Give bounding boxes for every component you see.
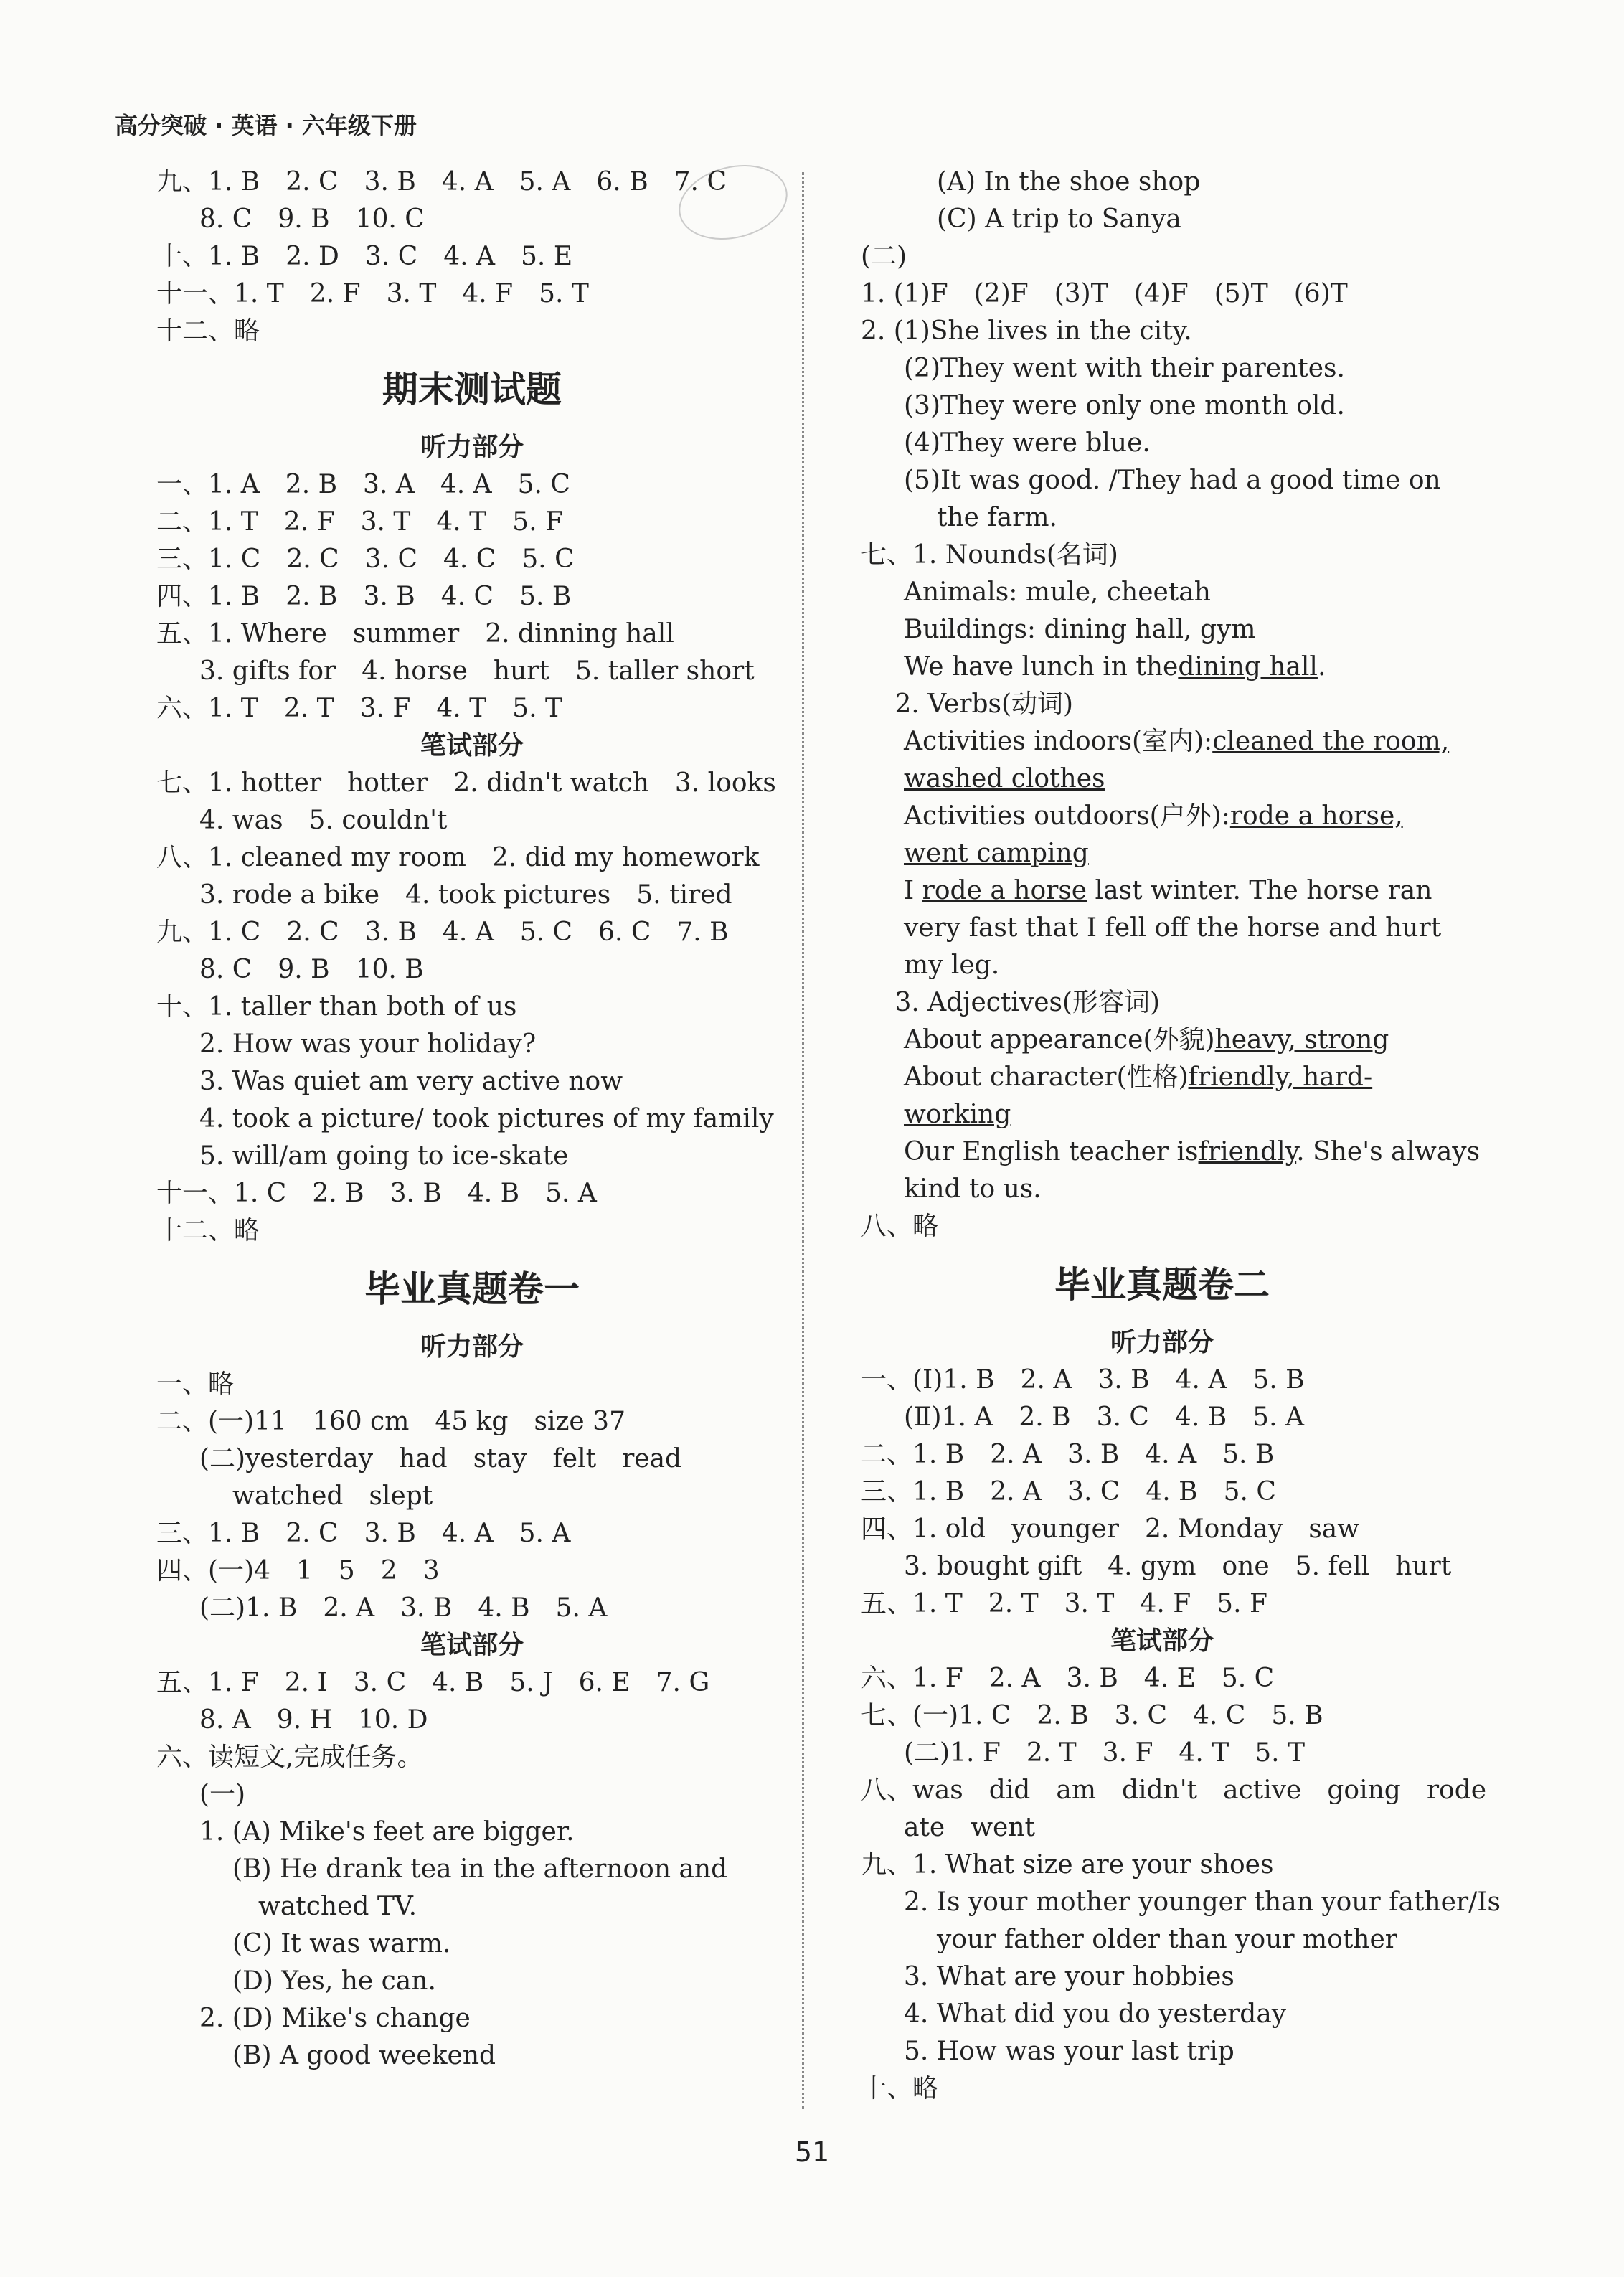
answer-line: the farm. <box>937 503 1057 532</box>
underlined-answer: friendly, hard- <box>1188 1062 1373 1092</box>
answer-line: 六、1. T 2. T 3. F 4. T 5. T <box>156 694 562 723</box>
answer-text: Our English teacher is <box>904 1137 1199 1166</box>
answer-line: 3. Was quiet am very active now <box>199 1067 623 1096</box>
section-subtitle: 笔试部分 <box>420 1631 524 1660</box>
answer-text: Activities outdoors(户外): <box>904 801 1230 831</box>
answer-line: watched TV. <box>232 1892 417 1921</box>
answer-line: 九、1. What size are your shoes <box>861 1850 1274 1880</box>
answer-text: About character(性格) <box>904 1062 1189 1092</box>
answer-line: 四、1. old younger 2. Monday saw <box>861 1514 1360 1544</box>
underlined-answer: heavy, strong <box>1214 1025 1389 1055</box>
underlined-answer: working <box>904 1100 1011 1129</box>
answer-line: 4. was 5. couldn't <box>199 806 448 835</box>
answer-line: 3. bought gift 4. gym one 5. fell hurt <box>904 1552 1452 1581</box>
answer-line: 十、1. taller than both of us <box>156 992 517 1022</box>
page-header: 高分突破 · 英语 · 六年级下册 <box>115 112 417 139</box>
section-title: 毕业真题卷一 <box>364 1268 580 1310</box>
answer-line <box>861 1022 1463 1059</box>
answer-line: 4. took a picture/ took pictures of my family <box>199 1104 774 1133</box>
underlined-answer: cleaned the room, <box>1212 727 1450 756</box>
answer-line: 3. rode a bike 4. took pictures 5. tired <box>199 880 732 910</box>
answer-line: (二)yesterday had stay felt read <box>199 1444 682 1474</box>
answer-line: (二)1. F 2. T 3. F 4. T 5. T <box>904 1738 1306 1768</box>
answer-line: 三、1. B 2. C 3. B 4. A 5. A <box>156 1519 571 1548</box>
underlined-answer: rode a horse <box>922 876 1087 905</box>
answer-line: (二)1. B 2. A 3. B 4. B 5. A <box>199 1593 608 1623</box>
answer-line: 二、1. T 2. F 3. T 4. T 5. F <box>156 507 563 537</box>
section-subtitle: 听力部分 <box>1110 1328 1214 1357</box>
answer-line <box>861 1096 1463 1133</box>
answer-line <box>861 835 1463 872</box>
section-subtitle: 笔试部分 <box>1110 1626 1214 1656</box>
answer-line: (二) <box>861 242 907 271</box>
answer-line: 八、略 <box>861 1212 939 1241</box>
section-title: 毕业真题卷二 <box>1054 1264 1270 1306</box>
answer-line: 8. A 9. H 10. D <box>199 1705 428 1735</box>
underlined-answer: friendly <box>1198 1137 1297 1166</box>
answer-line: your father older than your mother <box>937 1925 1398 1954</box>
answer-text-after: . <box>1317 652 1326 682</box>
answer-line: 二、(一)11 160 cm 45 kg size 37 <box>156 1407 625 1436</box>
answer-text: About appearance(外貌) <box>904 1025 1215 1055</box>
answer-line: (B) A good weekend <box>232 2041 496 2070</box>
answer-line: 8. C 9. B 10. C <box>199 204 425 234</box>
answer-line: (A) In the shoe shop <box>937 167 1201 197</box>
answer-text: I <box>904 876 922 905</box>
answer-line <box>861 1133 1481 1171</box>
section-title: 期末测试题 <box>382 369 562 410</box>
answer-line <box>861 798 1463 835</box>
answer-line: 十、1. B 2. D 3. C 4. A 5. E <box>156 242 573 271</box>
answer-line: 2. How was your holiday? <box>199 1029 537 1059</box>
answer-line: (5)It was good. /They had a good time on <box>904 466 1441 495</box>
answer-line: 五、1. Where summer 2. dinning hall <box>156 619 674 649</box>
answer-text-after: last winter. The horse ran <box>1087 876 1432 905</box>
answer-line: 五、1. F 2. I 3. C 4. B 5. J 6. E 7. G <box>156 1668 710 1697</box>
section-subtitle: 听力部分 <box>420 433 524 462</box>
answer-line: 六、读短文,完成任务。 <box>156 1743 423 1772</box>
answer-line: 十一、1. C 2. B 3. B 4. B 5. A <box>156 1179 597 1208</box>
answer-line: 十二、略 <box>156 1216 260 1245</box>
answer-text: Activities indoors(室内): <box>904 727 1213 756</box>
answer-line: 三、1. C 2. C 3. C 4. C 5. C <box>156 544 575 574</box>
right-column <box>861 164 1501 2108</box>
answer-line: 2. (D) Mike's change <box>199 2004 471 2033</box>
answer-line: 七、1. hotter hotter 2. didn't watch 3. looks <box>156 768 776 798</box>
answer-line: watched slept <box>232 1481 433 1511</box>
answer-text: We have lunch in the <box>904 652 1179 682</box>
answer-line: 1. (A) Mike's feet are bigger. <box>199 1817 575 1847</box>
answer-line: 三、1. B 2. A 3. C 4. B 5. C <box>861 1477 1276 1507</box>
answer-line: 五、1. T 2. T 3. T 4. F 5. F <box>861 1589 1267 1618</box>
answer-line: 5. will/am going to ice-skate <box>199 1141 569 1171</box>
underlined-answer: rode a horse, <box>1229 801 1403 831</box>
answer-line: kind to us. <box>904 1174 1042 1204</box>
answer-line: (B) He drank tea in the afternoon and <box>232 1854 728 1884</box>
answer-line: very fast that I fell off the horse and hurt <box>904 913 1442 943</box>
answer-line <box>861 649 1463 686</box>
answer-line: (C) It was warm. <box>232 1929 451 1958</box>
answer-line <box>861 872 1463 910</box>
column-divider <box>802 172 804 2109</box>
answer-line: 十二、略 <box>156 316 260 346</box>
page-number: 51 <box>794 2136 830 2168</box>
underlined-answer: went camping <box>904 839 1089 868</box>
answer-line: 3. What are your hobbies <box>904 1962 1234 1991</box>
answer-line: 3. Adjectives(形容词) <box>861 988 1161 1017</box>
answer-line: 8. C 9. B 10. B <box>199 955 424 984</box>
answer-line <box>861 723 1463 760</box>
answer-text-after: . She's always <box>1296 1137 1481 1166</box>
answer-line: 七、(一)1. C 2. B 3. C 4. C 5. B <box>861 1701 1323 1730</box>
left-column <box>156 164 788 2075</box>
answer-line: 4. What did you do yesterday <box>904 1999 1287 2029</box>
answer-line: (4)They were blue. <box>904 428 1151 458</box>
answer-line: (一) <box>199 1780 246 1809</box>
answer-line: 3. gifts for 4. horse hurt 5. taller short <box>199 656 755 686</box>
answer-line: my leg. <box>904 951 1000 980</box>
answer-line: 十、略 <box>861 2074 939 2103</box>
section-subtitle: 笔试部分 <box>420 731 524 760</box>
answer-line: 四、(一)4 1 5 2 3 <box>156 1556 440 1585</box>
answer-line <box>861 1059 1463 1096</box>
answer-line: 九、1. C 2. C 3. B 4. A 5. C 6. C 7. B <box>156 918 729 947</box>
answer-line: 八、1. cleaned my room 2. did my homework <box>156 843 760 872</box>
answer-line: 九、1. B 2. C 3. B 4. A 5. A 6. B 7. C <box>156 167 727 197</box>
answer-line: (C) A trip to Sanya <box>937 204 1181 234</box>
answer-line: Animals: mule, cheetah <box>904 578 1211 607</box>
answer-line <box>861 760 1463 798</box>
underlined-answer: washed clothes <box>904 764 1105 793</box>
answer-line: 5. How was your last trip <box>904 2037 1234 2066</box>
answer-line: ate went <box>904 1813 1036 1842</box>
answer-line: 一、1. A 2. B 3. A 4. A 5. C <box>156 470 570 499</box>
answer-line: (3)They were only one month old. <box>904 391 1345 420</box>
answer-line: 2. Verbs(动词) <box>861 689 1074 719</box>
answer-line: 十一、1. T 2. F 3. T 4. F 5. T <box>156 279 589 308</box>
answer-line: 七、1. Nounds(名词) <box>861 540 1118 570</box>
answer-line: (Ⅱ)1. A 2. B 3. C 4. B 5. A <box>904 1402 1304 1432</box>
underlined-answer: dining hall <box>1178 652 1318 682</box>
answer-line: Buildings: dining hall, gym <box>904 615 1256 644</box>
answer-line: 1. (1)F (2)F (3)T (4)F (5)T (6)T <box>861 279 1348 308</box>
answer-line: (D) Yes, he can. <box>232 1966 436 1996</box>
answer-line: 一、略 <box>156 1370 235 1399</box>
answer-line: 一、(Ⅰ)1. B 2. A 3. B 4. A 5. B <box>861 1365 1305 1395</box>
answer-line: 四、1. B 2. B 3. B 4. C 5. B <box>156 582 572 611</box>
section-subtitle: 听力部分 <box>420 1332 524 1362</box>
answer-line: 2. Is your mother younger than your father/Is <box>904 1887 1501 1917</box>
answer-line: 2. (1)She lives in the city. <box>861 316 1192 346</box>
answer-line: 六、1. F 2. A 3. B 4. E 5. C <box>861 1664 1275 1693</box>
answer-line: 二、1. B 2. A 3. B 4. A 5. B <box>861 1440 1275 1469</box>
answer-line: (2)They went with their parentes. <box>904 354 1345 383</box>
answer-line: 八、was did am didn't active going rode <box>861 1776 1487 1805</box>
